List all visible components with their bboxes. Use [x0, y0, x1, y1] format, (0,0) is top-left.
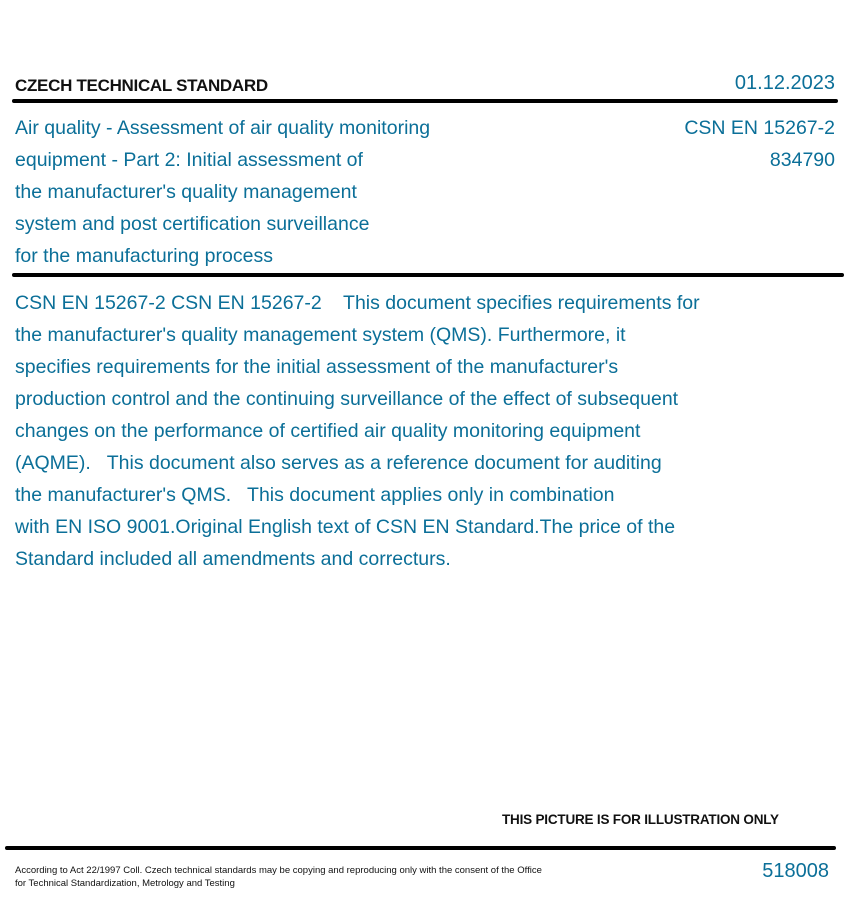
- footer-code: 518008: [762, 860, 829, 882]
- publication-date: 01.12.2023: [734, 72, 835, 94]
- description-line: specifies requirements for the initial assessment of the manufacturer's: [15, 356, 619, 378]
- description-line: the manufacturer's quality management system (QMS). Furthermore, it: [15, 324, 626, 346]
- header-divider: [12, 99, 838, 103]
- description: [15, 287, 700, 575]
- description-line: changes on the performance of certified air quality monitoring equipment: [15, 420, 641, 442]
- title-line: system and post certification surveillance: [15, 213, 370, 235]
- description-line: production control and the continuing surveillance of the effect of subsequent: [15, 388, 679, 410]
- title-line: Air quality - Assessment of air quality monitoring: [15, 117, 431, 139]
- title-divider: [12, 273, 844, 277]
- footer-divider: [5, 846, 836, 850]
- description-line: Standard included all amendments and correcturs.: [15, 548, 451, 570]
- catalog-number: 834790: [769, 149, 835, 171]
- standard-title: [15, 112, 430, 272]
- title-line: for the manufacturing process: [15, 245, 273, 267]
- title-line: the manufacturer's quality management: [15, 181, 357, 203]
- legal-notice: [15, 864, 542, 890]
- description-line: (AQME). This document also serves as a reference document for auditing: [15, 452, 662, 474]
- standard-code: CSN EN 15267-2: [684, 117, 835, 139]
- document-type-label: CZECH TECHNICAL STANDARD: [15, 76, 268, 95]
- description-line: CSN EN 15267-2 CSN EN 15267-2 This document specifies requirements for: [15, 292, 700, 314]
- illustration-note: THIS PICTURE IS FOR ILLUSTRATION ONLY: [502, 812, 779, 827]
- description-line: with EN ISO 9001.Original English text of CSN EN Standard.The price of the: [15, 516, 676, 538]
- legal-line: According to Act 22/1997 Coll. Czech technical standards may be copying and reproducing only with the consent of the Office: [15, 865, 542, 876]
- description-line: the manufacturer's QMS. This document applies only in combination: [15, 484, 615, 506]
- legal-line: for Technical Standardization, Metrology and Testing: [15, 878, 235, 889]
- title-line: equipment - Part 2: Initial assessment of: [15, 149, 363, 171]
